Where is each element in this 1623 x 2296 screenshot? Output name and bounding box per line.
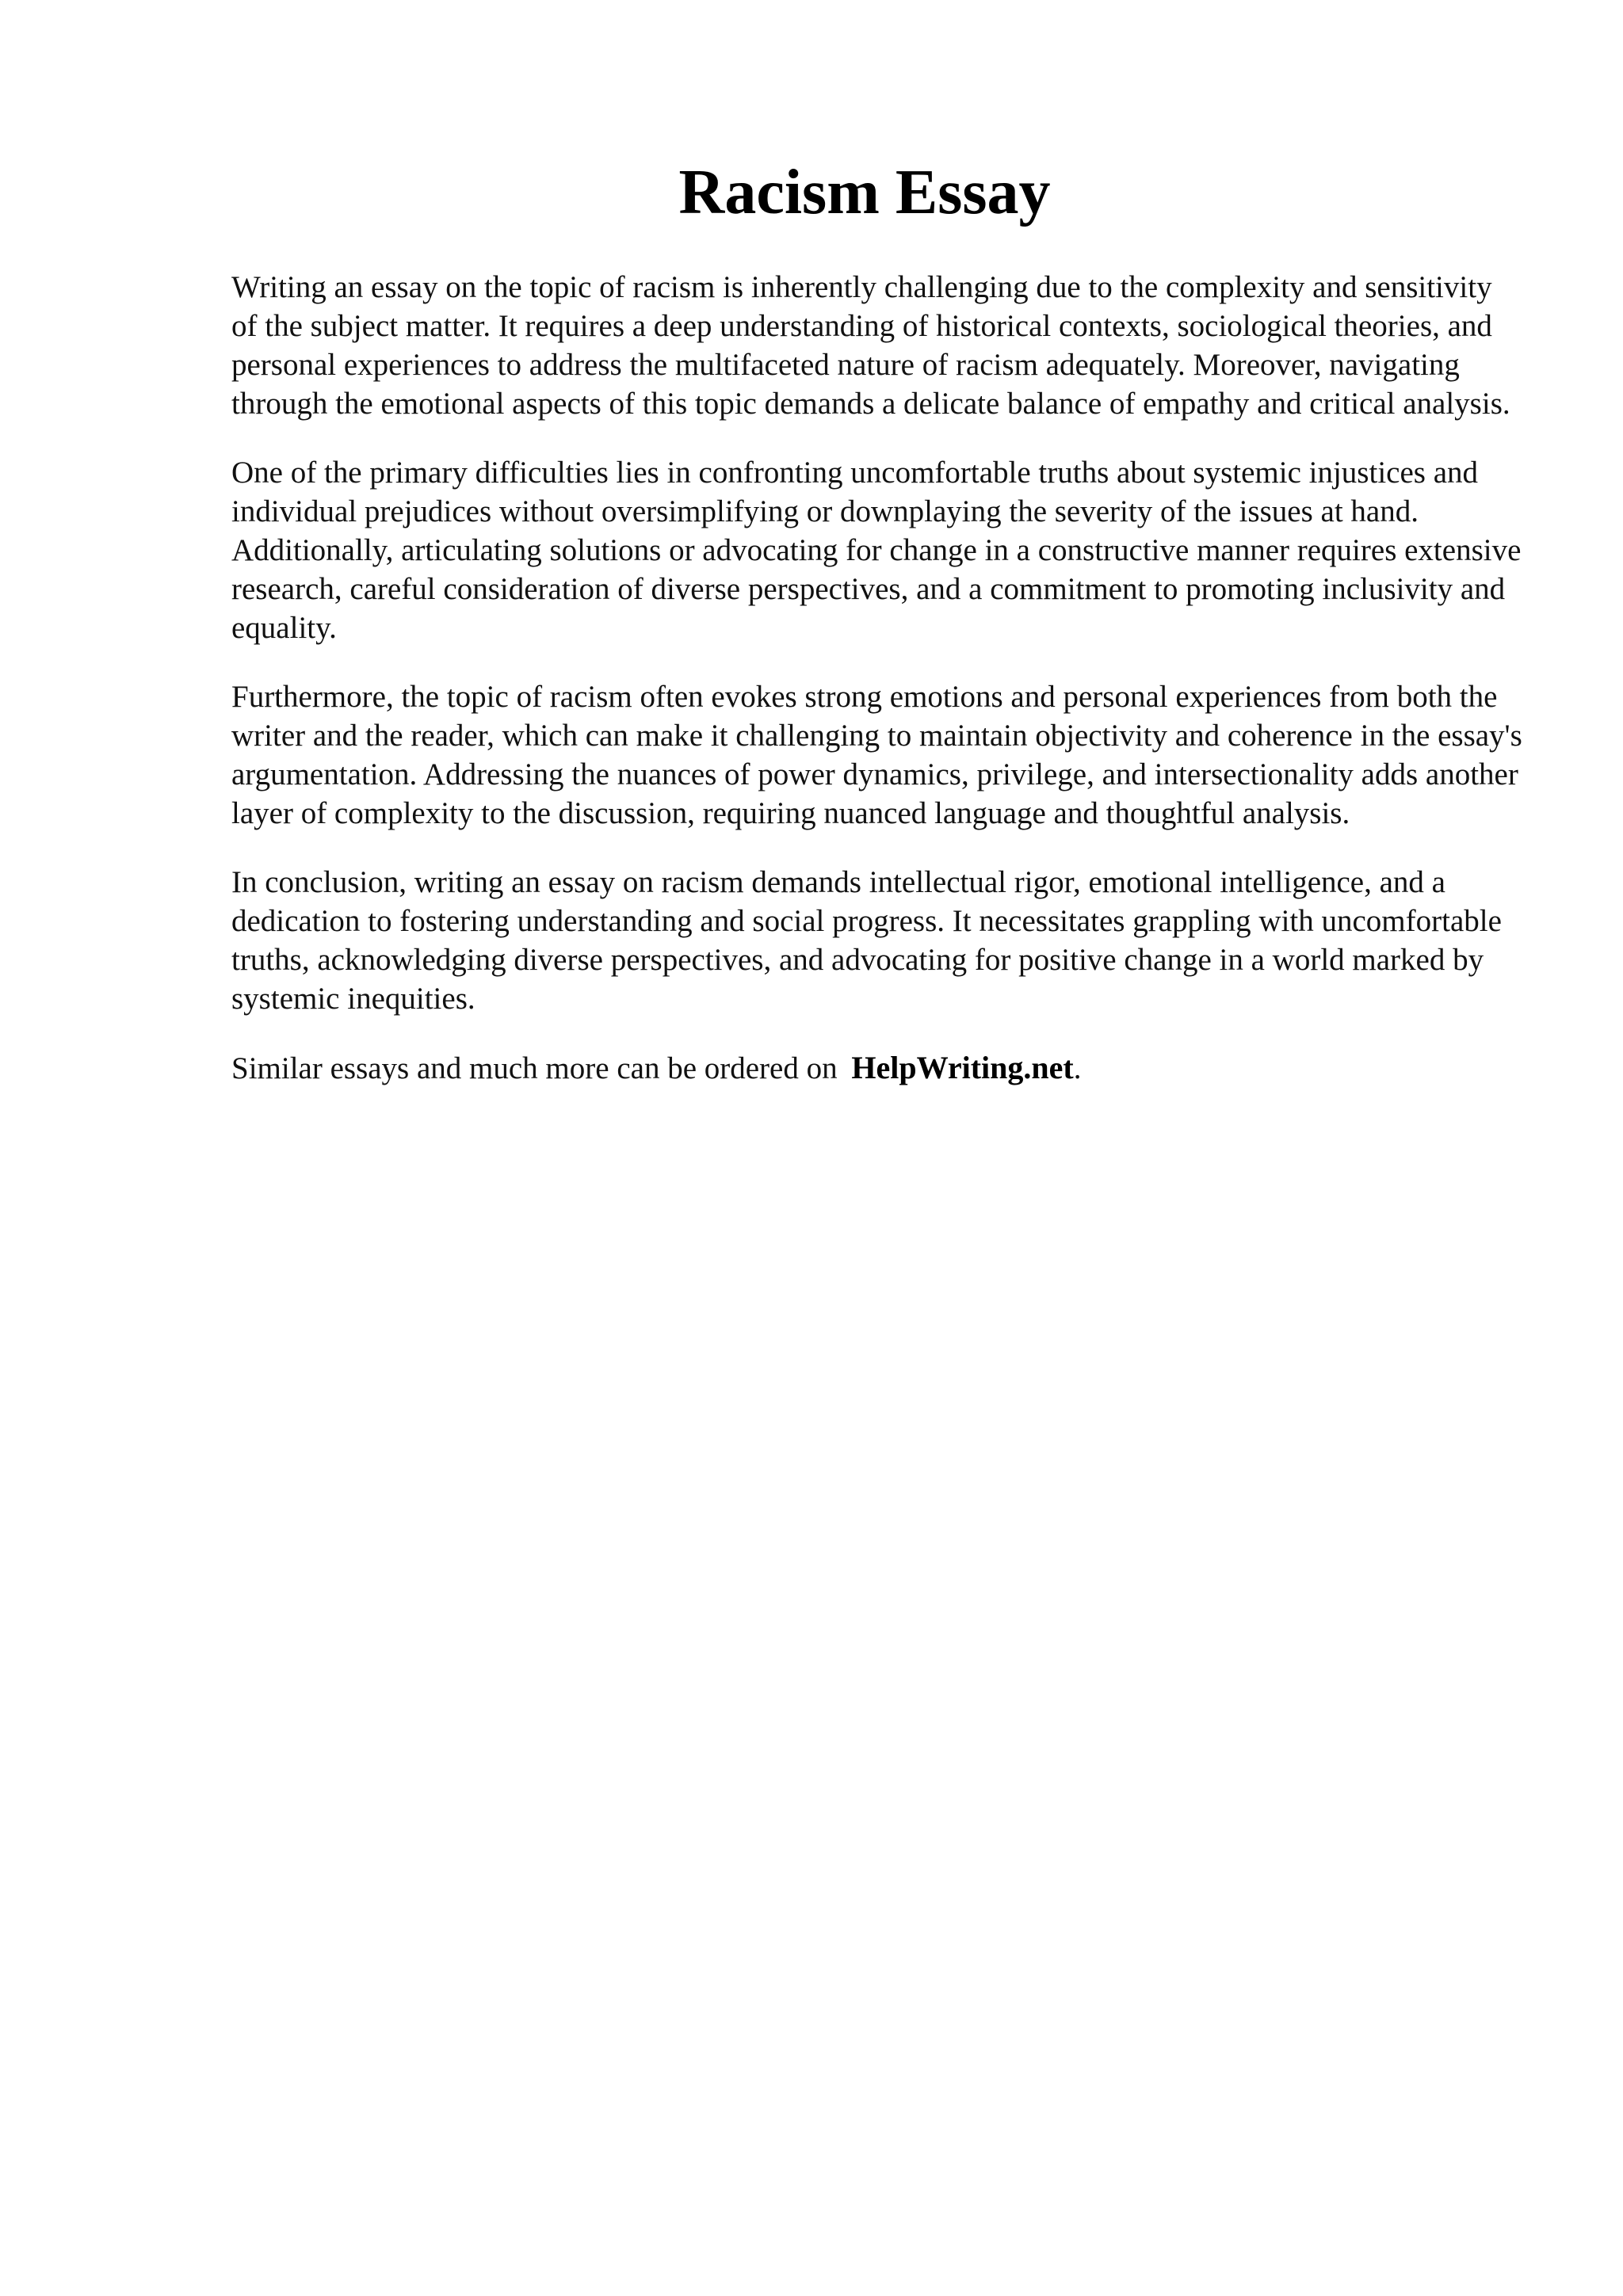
helpwriting-link[interactable]: HelpWriting.net <box>851 1050 1074 1085</box>
paragraph-furthermore: Furthermore, the topic of racism often evokes strong emotions and personal experiences from both the writer and the reader, which can make it challenging to maintain objectivity and coherence in the essay's argumentation. Addressing the nuances of power dynamics, privilege, and intersectionality adds another layer of complexity to the discussion, requiring nuanced language and thoughtful analysis. <box>231 680 1522 830</box>
document-body <box>231 268 1523 1088</box>
paragraph-conclusion: In conclusion, writing an essay on racism demands intellectual rigor, emotional intelligence, and a dedication to fostering understanding and social progress. It necessitates grappling with uncomfortable truths, acknowledging diverse perspectives, and advocating for positive change in a world marked by systemic inequities. <box>231 865 1502 1016</box>
document-title: Racism Essay <box>678 158 1051 227</box>
paragraph-difficulties: One of the primary difficulties lies in confronting uncomfortable truths about systemic injustices and individual prejudices without oversimplifying or downplaying the severity of the issues at hand. Additionally, articulating solutions or advocating for change in a constructive manner requires extensive research, careful consideration of diverse perspectives, and a commitment to promoting inclusivity and equality. <box>231 456 1522 645</box>
cta-suffix: . <box>1073 1051 1082 1085</box>
cta-text: Similar essays and much more can be ordered on <box>231 1051 838 1085</box>
cta-line <box>231 1048 1523 1088</box>
paragraph-intro: Writing an essay on the topic of racism is inherently challenging due to the complexity and sensitivity of the subject matter. It requires a deep understanding of historical contexts, sociological theories, and personal experiences to address the multifaceted nature of racism adequately. Moreover, navigating through the emotional aspects of this topic demands a delicate balance of empathy and critical analysis. <box>231 270 1510 421</box>
